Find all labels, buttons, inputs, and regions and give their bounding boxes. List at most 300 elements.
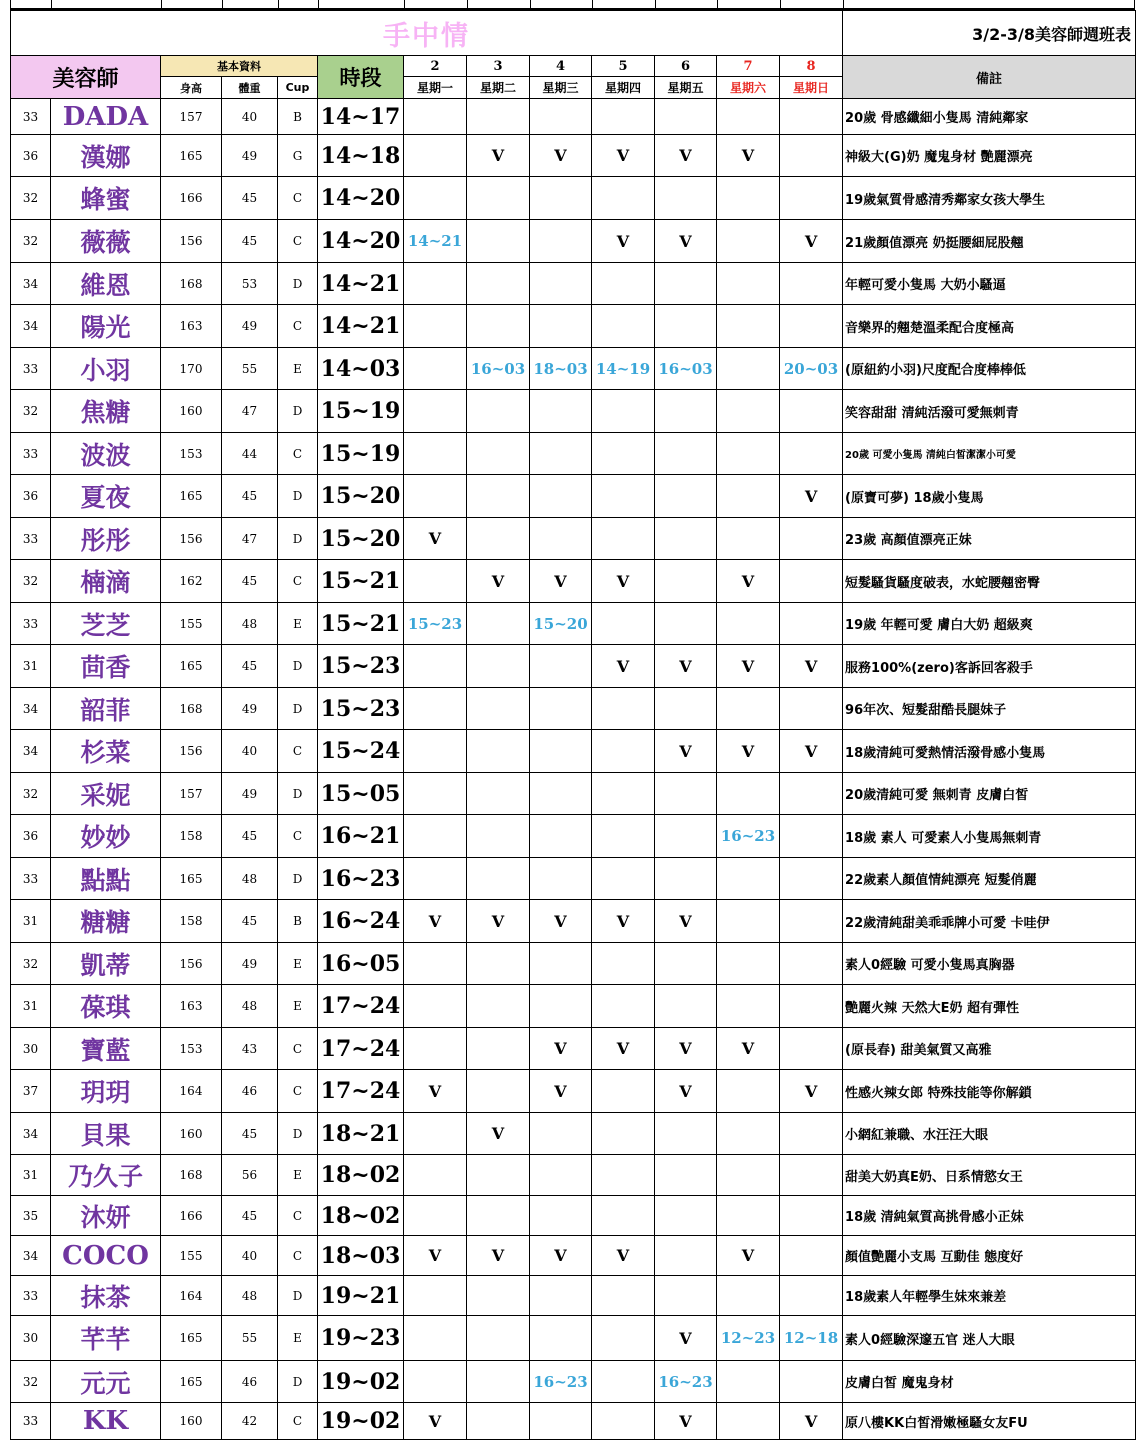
weight-cell: 45	[222, 1113, 278, 1155]
note-cell: 21歲顏值漂亮 奶挺腰細屁股翹	[843, 220, 1136, 263]
day-cell	[592, 263, 655, 305]
day-cell	[467, 858, 530, 900]
weight-cell: 47	[222, 518, 278, 560]
note-cell: 18歲 清純氣質高挑骨感小正妹	[843, 1196, 1136, 1236]
day-cell	[780, 1276, 843, 1316]
day-cell	[404, 645, 467, 688]
day-cell	[592, 1403, 655, 1440]
cup-cell: C	[278, 730, 318, 773]
day-cell	[404, 815, 467, 858]
age-cell: 35	[11, 1196, 51, 1236]
slot-cell: 15~19	[318, 390, 404, 433]
weight-cell: 46	[222, 1070, 278, 1113]
cup-cell: E	[278, 348, 318, 390]
cup-cell: C	[278, 1070, 318, 1113]
day-cell	[592, 177, 655, 220]
day-cell	[592, 603, 655, 645]
day-cell: V	[592, 135, 655, 177]
day-cell	[467, 1403, 530, 1440]
age-cell: 34	[11, 305, 51, 348]
day-cell	[404, 1028, 467, 1070]
day-cell	[530, 518, 592, 560]
cup-cell: D	[278, 475, 318, 518]
header-weight: 體重	[222, 77, 278, 99]
day-cell	[467, 1070, 530, 1113]
cup-cell: D	[278, 263, 318, 305]
header-height: 身高	[161, 77, 222, 99]
age-cell: 32	[11, 390, 51, 433]
day-cell	[655, 1113, 717, 1155]
note-cell: (原寶可夢) 18歲小隻馬	[843, 475, 1136, 518]
table-row	[11, 99, 1136, 135]
age-cell: 32	[11, 560, 51, 603]
height-cell: 153	[161, 433, 222, 475]
day-cell	[780, 390, 843, 433]
day-cell	[780, 1155, 843, 1196]
height-cell: 165	[161, 475, 222, 518]
day-cell	[404, 985, 467, 1028]
note-cell: 服務100%(zero)客訴回客殺手	[843, 645, 1136, 688]
day-cell	[530, 688, 592, 730]
slot-cell: 14~20	[318, 177, 404, 220]
weight-cell: 48	[222, 1276, 278, 1316]
day-cell	[717, 985, 780, 1028]
day-cell: 20~03	[780, 348, 843, 390]
day-cell	[404, 99, 467, 135]
table-row	[11, 645, 1136, 688]
brand-title: 手中情	[11, 11, 843, 56]
day-cell	[592, 390, 655, 433]
table-row	[11, 135, 1136, 177]
note-cell: 素人0經驗深邃五官 迷人大眼	[843, 1316, 1136, 1361]
slot-cell: 16~21	[318, 815, 404, 858]
weight-cell: 45	[222, 645, 278, 688]
weight-cell: 40	[222, 99, 278, 135]
day-cell: V	[717, 135, 780, 177]
day-cell	[655, 433, 717, 475]
note-cell: 20歲 骨感纖細小隻馬 清純鄰家	[843, 99, 1136, 135]
day-cell	[717, 1276, 780, 1316]
day-cell	[530, 1196, 592, 1236]
slot-cell: 15~21	[318, 603, 404, 645]
beautician-name: 漢娜	[51, 135, 161, 177]
age-cell: 34	[11, 1113, 51, 1155]
table-row	[11, 1113, 1136, 1155]
day-cell	[717, 900, 780, 943]
table-row	[11, 900, 1136, 943]
day-cell	[467, 99, 530, 135]
top-strip	[10, 0, 1135, 10]
height-cell: 156	[161, 220, 222, 263]
header-slot: 時段	[318, 56, 404, 99]
day-cell: V	[655, 220, 717, 263]
table-row	[11, 1361, 1136, 1403]
day-cell	[467, 475, 530, 518]
day-cell	[467, 688, 530, 730]
day-cell: V	[655, 900, 717, 943]
height-cell: 170	[161, 348, 222, 390]
age-cell: 33	[11, 518, 51, 560]
height-cell: 168	[161, 688, 222, 730]
slot-cell: 15~23	[318, 688, 404, 730]
day-cell: 16~23	[717, 815, 780, 858]
slot-cell: 14~21	[318, 263, 404, 305]
day-cell	[655, 475, 717, 518]
table-row	[11, 1276, 1136, 1316]
day-cell: 12~23	[717, 1316, 780, 1361]
table-row	[11, 1403, 1136, 1440]
beautician-name: 芊芊	[51, 1316, 161, 1361]
day-cell	[592, 688, 655, 730]
height-cell: 164	[161, 1070, 222, 1113]
day-cell	[655, 603, 717, 645]
note-cell: 18歲 素人 可愛素人小隻馬無刺青	[843, 815, 1136, 858]
day-cell: V	[655, 1316, 717, 1361]
cup-cell: D	[278, 518, 318, 560]
slot-cell: 15~23	[318, 645, 404, 688]
height-cell: 166	[161, 177, 222, 220]
age-cell: 36	[11, 475, 51, 518]
day-cell	[717, 1403, 780, 1440]
height-cell: 165	[161, 1361, 222, 1403]
day-cell	[592, 1113, 655, 1155]
day-cell	[467, 730, 530, 773]
header-day-num: 5	[592, 56, 655, 77]
weight-cell: 49	[222, 135, 278, 177]
cup-cell: D	[278, 1276, 318, 1316]
slot-cell: 16~05	[318, 943, 404, 985]
day-cell	[780, 177, 843, 220]
day-cell	[404, 475, 467, 518]
day-cell	[717, 1113, 780, 1155]
note-cell: 神級大(G)奶 魔鬼身材 艷麗漂亮	[843, 135, 1136, 177]
day-cell	[530, 1316, 592, 1361]
day-cell	[592, 305, 655, 348]
day-cell	[780, 560, 843, 603]
slot-cell: 19~21	[318, 1276, 404, 1316]
day-cell	[467, 1028, 530, 1070]
table-row	[11, 263, 1136, 305]
slot-cell: 17~24	[318, 985, 404, 1028]
height-cell: 165	[161, 135, 222, 177]
day-cell: V	[530, 560, 592, 603]
day-cell: V	[717, 560, 780, 603]
schedule-sheet	[10, 0, 1135, 1440]
note-cell: 音樂界的翹楚溫柔配合度極高	[843, 305, 1136, 348]
day-cell	[592, 730, 655, 773]
age-cell: 37	[11, 1070, 51, 1113]
slot-cell: 17~24	[318, 1028, 404, 1070]
beautician-name: 寶藍	[51, 1028, 161, 1070]
slot-cell: 15~05	[318, 773, 404, 815]
day-cell	[404, 943, 467, 985]
slot-cell: 14~03	[318, 348, 404, 390]
day-cell: V	[530, 1028, 592, 1070]
header-name: 美容師	[11, 56, 161, 99]
header-day-name: 星期五	[655, 77, 717, 99]
day-cell	[467, 815, 530, 858]
day-cell	[467, 177, 530, 220]
beautician-name: 彤彤	[51, 518, 161, 560]
note-cell: 20歲清純可愛 無刺青 皮膚白皙	[843, 773, 1136, 815]
day-cell: V	[592, 1028, 655, 1070]
header-day-name: 星期六	[717, 77, 780, 99]
beautician-name: 杉菜	[51, 730, 161, 773]
header-basic: 基本資料	[161, 56, 318, 77]
weight-cell: 49	[222, 773, 278, 815]
day-cell: 15~20	[530, 603, 592, 645]
day-cell	[404, 1361, 467, 1403]
header-day-name: 星期二	[467, 77, 530, 99]
weight-cell: 44	[222, 433, 278, 475]
height-cell: 156	[161, 943, 222, 985]
height-cell: 156	[161, 730, 222, 773]
age-cell: 31	[11, 900, 51, 943]
age-cell: 32	[11, 943, 51, 985]
day-cell	[780, 688, 843, 730]
height-cell: 158	[161, 815, 222, 858]
day-cell	[592, 1196, 655, 1236]
day-cell	[592, 985, 655, 1028]
note-cell: 22歲清純甜美乖乖牌小可愛 卡哇伊	[843, 900, 1136, 943]
beautician-name: KK	[51, 1403, 161, 1440]
note-cell: 皮膚白皙 魔鬼身材	[843, 1361, 1136, 1403]
beautician-name: 陽光	[51, 305, 161, 348]
slot-cell: 19~02	[318, 1361, 404, 1403]
note-cell: 甜美大奶真E奶、日系情慾女王	[843, 1155, 1136, 1196]
day-cell: V	[655, 135, 717, 177]
day-cell	[404, 688, 467, 730]
note-cell: (原紐約小羽)尺度配合度棒棒低	[843, 348, 1136, 390]
weight-cell: 55	[222, 348, 278, 390]
weight-cell: 45	[222, 220, 278, 263]
weight-cell: 42	[222, 1403, 278, 1440]
day-cell	[655, 1155, 717, 1196]
height-cell: 160	[161, 1403, 222, 1440]
beautician-name: 貝果	[51, 1113, 161, 1155]
day-cell	[530, 1276, 592, 1316]
header-day-num: 8	[780, 56, 843, 77]
day-cell	[530, 815, 592, 858]
beautician-name: 蜂蜜	[51, 177, 161, 220]
day-cell	[655, 985, 717, 1028]
note-cell: 18歲清純可愛熱情活潑骨感小隻馬	[843, 730, 1136, 773]
day-cell: V	[717, 645, 780, 688]
day-cell	[404, 1113, 467, 1155]
header-day-name: 星期四	[592, 77, 655, 99]
cup-cell: C	[278, 305, 318, 348]
age-cell: 36	[11, 135, 51, 177]
table-row	[11, 1155, 1136, 1196]
day-cell	[717, 1070, 780, 1113]
day-cell: V	[717, 1236, 780, 1276]
day-cell: V	[404, 1070, 467, 1113]
cup-cell: E	[278, 985, 318, 1028]
beautician-name: 小羽	[51, 348, 161, 390]
age-cell: 34	[11, 730, 51, 773]
age-cell: 31	[11, 1155, 51, 1196]
day-cell	[592, 1361, 655, 1403]
day-cell	[404, 858, 467, 900]
day-cell: V	[404, 900, 467, 943]
day-cell: V	[780, 1403, 843, 1440]
weight-cell: 48	[222, 603, 278, 645]
day-cell	[467, 518, 530, 560]
weight-cell: 45	[222, 815, 278, 858]
day-cell	[530, 1403, 592, 1440]
weight-cell: 45	[222, 560, 278, 603]
day-cell	[404, 773, 467, 815]
height-cell: 158	[161, 900, 222, 943]
cup-cell: C	[278, 815, 318, 858]
day-cell	[780, 433, 843, 475]
day-cell	[780, 135, 843, 177]
height-cell: 157	[161, 773, 222, 815]
table-row	[11, 305, 1136, 348]
beautician-name: 葆琪	[51, 985, 161, 1028]
height-cell: 165	[161, 645, 222, 688]
day-cell	[717, 603, 780, 645]
day-cell	[530, 858, 592, 900]
age-cell: 33	[11, 433, 51, 475]
table-row	[11, 730, 1136, 773]
cup-cell: E	[278, 1316, 318, 1361]
height-cell: 162	[161, 560, 222, 603]
beautician-name: 玥玥	[51, 1070, 161, 1113]
cup-cell: C	[278, 220, 318, 263]
day-cell	[717, 518, 780, 560]
day-cell	[717, 433, 780, 475]
day-cell	[530, 433, 592, 475]
day-cell	[592, 475, 655, 518]
day-cell	[655, 1236, 717, 1276]
note-cell: 短髮騷貨騷度破表，水蛇腰翹密臀	[843, 560, 1136, 603]
weight-cell: 55	[222, 1316, 278, 1361]
day-cell	[717, 263, 780, 305]
age-cell: 30	[11, 1316, 51, 1361]
day-cell	[592, 99, 655, 135]
day-cell	[780, 1361, 843, 1403]
beautician-name: 楠滴	[51, 560, 161, 603]
height-cell: 165	[161, 1316, 222, 1361]
day-cell	[655, 305, 717, 348]
day-cell	[717, 773, 780, 815]
day-cell	[780, 1196, 843, 1236]
cup-cell: C	[278, 1028, 318, 1070]
table-row	[11, 348, 1136, 390]
day-cell	[404, 305, 467, 348]
day-cell: V	[467, 135, 530, 177]
cup-cell: B	[278, 900, 318, 943]
note-cell: 性感火辣女郎 特殊技能等你解鎖	[843, 1070, 1136, 1113]
table-row	[11, 177, 1136, 220]
table-row	[11, 773, 1136, 815]
height-cell: 157	[161, 99, 222, 135]
day-cell	[780, 1113, 843, 1155]
day-cell	[467, 1361, 530, 1403]
day-cell	[467, 220, 530, 263]
day-cell	[655, 177, 717, 220]
beautician-name: COCO	[51, 1236, 161, 1276]
day-cell	[717, 688, 780, 730]
weight-cell: 43	[222, 1028, 278, 1070]
age-cell: 30	[11, 1028, 51, 1070]
day-cell	[404, 390, 467, 433]
day-cell: V	[530, 1070, 592, 1113]
day-cell: 16~23	[530, 1361, 592, 1403]
day-cell: V	[780, 475, 843, 518]
table-header	[11, 11, 1136, 99]
day-cell	[467, 773, 530, 815]
day-cell	[655, 99, 717, 135]
beautician-name: 抹茶	[51, 1276, 161, 1316]
height-cell: 168	[161, 1155, 222, 1196]
cup-cell: E	[278, 603, 318, 645]
cup-cell: C	[278, 1196, 318, 1236]
table-row	[11, 603, 1136, 645]
weight-cell: 49	[222, 305, 278, 348]
height-cell: 163	[161, 985, 222, 1028]
table-row	[11, 390, 1136, 433]
table-row	[11, 943, 1136, 985]
day-cell	[530, 305, 592, 348]
note-cell: 年輕可愛小隻馬 大奶小騷逼	[843, 263, 1136, 305]
day-cell	[780, 603, 843, 645]
beautician-name: 點點	[51, 858, 161, 900]
day-cell	[592, 773, 655, 815]
header-day-num: 2	[404, 56, 467, 77]
day-cell: V	[592, 645, 655, 688]
header-day-name: 星期日	[780, 77, 843, 99]
day-cell	[655, 688, 717, 730]
day-cell	[780, 900, 843, 943]
age-cell: 31	[11, 985, 51, 1028]
note-cell: 22歲素人顏值情純漂亮 短髮俏麗	[843, 858, 1136, 900]
day-cell	[780, 263, 843, 305]
day-cell: V	[467, 1236, 530, 1276]
day-cell	[592, 858, 655, 900]
day-cell	[717, 220, 780, 263]
weight-cell: 45	[222, 1196, 278, 1236]
header-note: 備註	[843, 56, 1136, 99]
day-cell	[467, 1316, 530, 1361]
height-cell: 163	[161, 305, 222, 348]
day-cell: 18~03	[530, 348, 592, 390]
age-cell: 33	[11, 1276, 51, 1316]
note-cell: 19歲氣質骨感清秀鄰家女孩大學生	[843, 177, 1136, 220]
age-cell: 32	[11, 177, 51, 220]
cup-cell: D	[278, 688, 318, 730]
slot-cell: 19~23	[318, 1316, 404, 1361]
day-cell	[655, 773, 717, 815]
day-cell	[404, 560, 467, 603]
day-cell	[467, 603, 530, 645]
age-cell: 32	[11, 773, 51, 815]
table-row	[11, 1236, 1136, 1276]
day-cell	[467, 645, 530, 688]
table-row	[11, 1316, 1136, 1361]
header-cup: Cup	[278, 77, 318, 99]
day-cell	[404, 730, 467, 773]
height-cell: 160	[161, 390, 222, 433]
age-cell: 36	[11, 815, 51, 858]
slot-cell: 15~20	[318, 518, 404, 560]
day-cell	[404, 1276, 467, 1316]
table-row	[11, 1028, 1136, 1070]
beautician-name: 妙妙	[51, 815, 161, 858]
beautician-name: 凱蒂	[51, 943, 161, 985]
slot-cell: 15~21	[318, 560, 404, 603]
